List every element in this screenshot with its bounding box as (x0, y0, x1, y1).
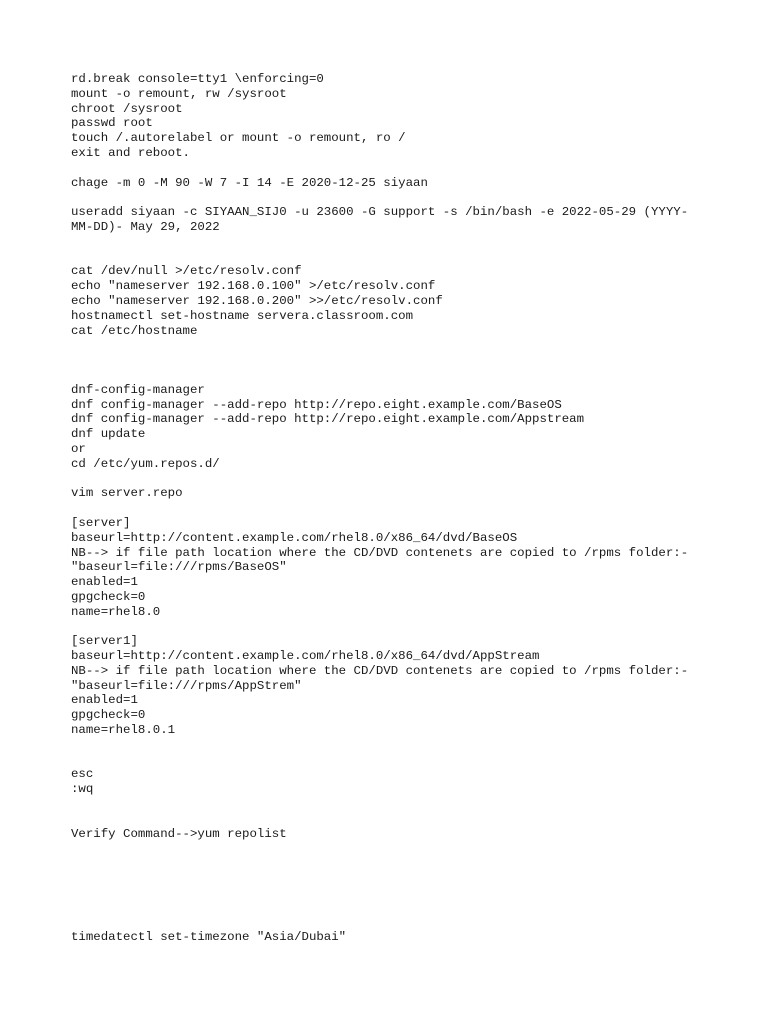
document-line: "baseurl=file:///rpms/BaseOS" (71, 560, 287, 575)
document-line: passwd root (71, 116, 153, 131)
document-line (71, 738, 711, 753)
document-line: touch /.autorelabel or mount -o remount, ro / (71, 131, 406, 146)
document-line: dnf update (71, 427, 146, 442)
document-line: echo "nameserver 192.168.0.100" >/etc/resolv.conf (71, 279, 436, 294)
document-line: cd /etc/yum.repos.d/ (71, 456, 220, 471)
document-line (71, 915, 711, 930)
document-line: NB--> if file path location where the CD/DVD contenets are copied to /rpms folder:- (71, 663, 689, 678)
document-line: chroot /sysroot (71, 101, 183, 116)
document-line (71, 753, 711, 768)
document-line: "baseurl=file:///rpms/AppStrem" (71, 678, 302, 693)
document-line (71, 856, 711, 871)
document-line: MM-DD)- May 29, 2022 (71, 219, 220, 234)
document-line (71, 235, 711, 250)
document-line: hostnamectl set-hostname servera.classroom.com (71, 308, 414, 323)
document-line (71, 338, 711, 353)
document-line: dnf config-manager --add-repo http://repo.eight.example.com/Appstream (71, 412, 585, 427)
document-text-body (71, 72, 711, 945)
document-line (71, 501, 711, 516)
document-line: cat /dev/null >/etc/resolv.conf (71, 264, 302, 279)
document-line: :wq (71, 782, 94, 797)
document-line (71, 250, 711, 265)
document-line: Verify Command-->yum repolist (71, 826, 287, 841)
document-line (71, 472, 711, 487)
document-line (71, 619, 711, 634)
document-line: or (71, 441, 86, 456)
document-line (71, 368, 711, 383)
document-line: cat /etc/hostname (71, 323, 198, 338)
document-line (71, 812, 711, 827)
document-line: exit and reboot. (71, 145, 190, 160)
document-line (71, 190, 711, 205)
document-line: dnf-config-manager (71, 382, 205, 397)
document-line: rd.break console=tty1 \enforcing=0 (71, 72, 324, 86)
document-line (71, 871, 711, 886)
document-line (71, 841, 711, 856)
document-line: baseurl=http://content.example.com/rhel8.0/x86_64/dvd/BaseOS (71, 530, 518, 545)
document-line: echo "nameserver 192.168.0.200" >>/etc/resolv.conf (71, 293, 443, 308)
document-line: baseurl=http://content.example.com/rhel8.0/x86_64/dvd/AppStream (71, 649, 540, 664)
document-line: name=rhel8.0.1 (71, 723, 176, 738)
document-line (71, 161, 711, 176)
document-line: gpgcheck=0 (71, 589, 146, 604)
document-line: chage -m 0 -M 90 -W 7 -I 14 -E 2020-12-25 siyaan (71, 175, 428, 190)
document-line: [server1] (71, 634, 138, 649)
document-line (71, 797, 711, 812)
document-line: enabled=1 (71, 575, 138, 590)
document-line: mount -o remount, rw /sysroot (71, 86, 287, 101)
document-line: gpgcheck=0 (71, 708, 146, 723)
document-line: timedatectl set-timezone "Asia/Dubai" (71, 930, 347, 945)
document-line: useradd siyaan -c SIYAAN_SIJ0 -u 23600 -G support -s /bin/bash -e 2022-05-29 (YYYY- (71, 205, 689, 220)
document-line: NB--> if file path location where the CD/DVD contenets are copied to /rpms folder:- (71, 545, 689, 560)
document-line: vim server.repo (71, 486, 183, 501)
document-line: name=rhel8.0 (71, 604, 161, 619)
document-line: dnf config-manager --add-repo http://repo.eight.example.com/BaseOS (71, 397, 562, 412)
document-line: esc (71, 767, 94, 782)
document-line (71, 353, 711, 368)
document-line (71, 901, 711, 916)
document-line (71, 886, 711, 901)
document-line: enabled=1 (71, 693, 138, 708)
document-line: [server] (71, 515, 131, 530)
